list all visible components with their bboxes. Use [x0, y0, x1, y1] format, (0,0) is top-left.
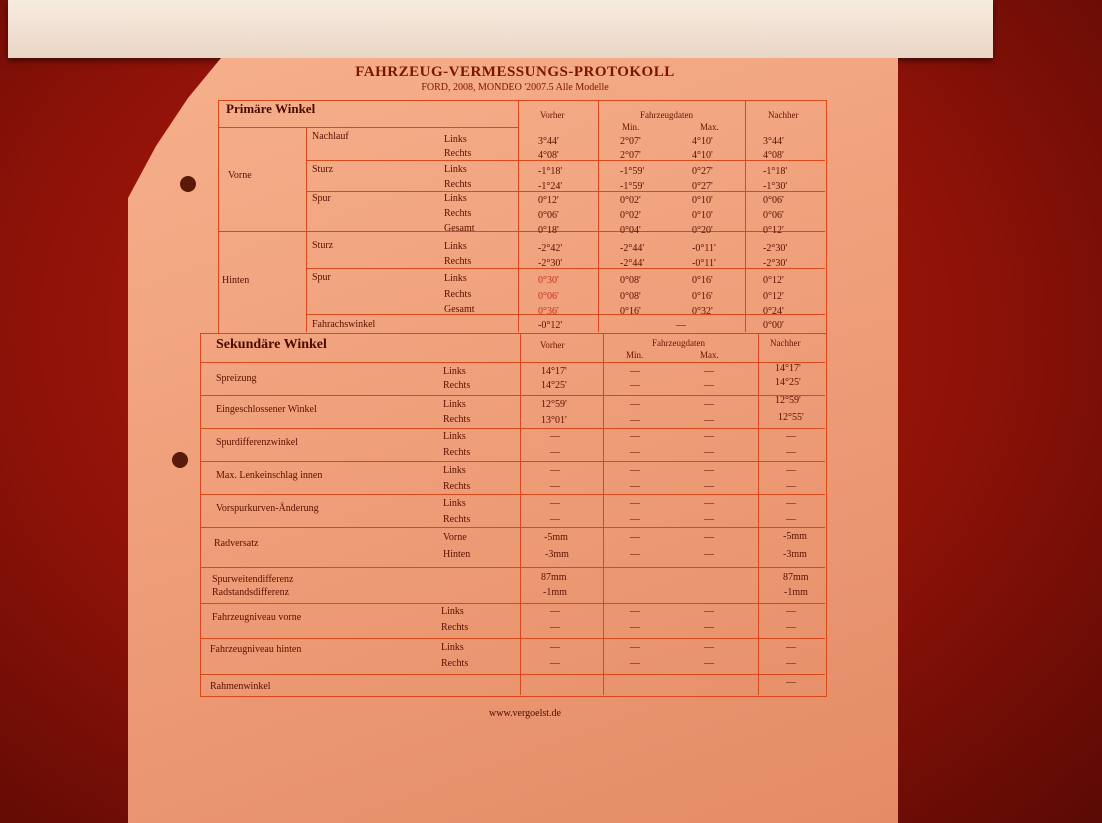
value-cell: 0°12' [763, 291, 784, 302]
value-cell: 87mm [783, 572, 809, 583]
value-cell: 0°10' [692, 195, 713, 206]
empty-dash: — [550, 447, 560, 458]
label-fahrachswinkel: Fahrachswinkel [312, 319, 376, 330]
value-cell: 0°16' [692, 291, 713, 302]
value-cell: -1°24' [538, 181, 563, 192]
col-fahrzeugdaten: Fahrzeugdaten [640, 110, 693, 120]
empty-dash: — [630, 415, 640, 426]
empty-dash: — [630, 380, 640, 391]
empty-dash: — [550, 514, 560, 525]
value-cell: -2°44' [620, 258, 645, 269]
col-nachher: Nachher [770, 338, 801, 348]
empty-dash: — [550, 465, 560, 476]
col-min: Min. [626, 350, 644, 360]
primary-table [218, 100, 827, 334]
label-sturz-hinten: Sturz [312, 240, 334, 251]
value-cell: 0°12' [763, 225, 784, 236]
value-cell: 0°16' [692, 275, 713, 286]
empty-dash: — [630, 447, 640, 458]
label-nachlauf: Nachlauf [312, 131, 349, 142]
side-label: Rechts [443, 481, 471, 492]
side-label: Links [444, 241, 467, 252]
empty-dash: — [550, 622, 560, 633]
side-label: Vorne [443, 532, 467, 543]
value-cell: 0°24' [763, 306, 784, 317]
side-label: Hinten [443, 549, 471, 560]
side-label: Links [441, 642, 464, 653]
empty-dash: — [630, 465, 640, 476]
value-cell: -1°59' [620, 181, 645, 192]
value-cell: 0°27' [692, 166, 713, 177]
value-cell: -2°42' [538, 243, 563, 254]
side-label: Rechts [441, 622, 469, 633]
empty-dash: — [704, 366, 714, 377]
empty-dash: — [550, 658, 560, 669]
value-cell: -5mm [783, 531, 807, 542]
empty-dash: — [630, 366, 640, 377]
side-label: Links [444, 273, 467, 284]
value-cell: -1°30' [763, 181, 788, 192]
value-cell: 0°08' [620, 275, 641, 286]
empty-dash: — [630, 549, 640, 560]
empty-dash: — [630, 431, 640, 442]
side-label: Links [444, 193, 467, 204]
value-cell: -0°12' [538, 320, 563, 331]
empty-dash: — [786, 642, 796, 653]
empty-dash: — [704, 498, 714, 509]
side-label: Links [444, 164, 467, 175]
value-cell: 4°10' [692, 150, 713, 161]
side-label: Rechts [443, 514, 471, 525]
col-vorher: Vorher [540, 110, 565, 120]
side-label: Links [441, 606, 464, 617]
empty-dash: — [630, 514, 640, 525]
value-cell: 4°10' [692, 136, 713, 147]
empty-dash: — [704, 431, 714, 442]
value-cell: -1°18' [538, 166, 563, 177]
col-fahrzeugdaten: Fahrzeugdaten [652, 338, 705, 348]
value-cell: 4°08' [763, 150, 784, 161]
value-cell: 0°00' [763, 320, 784, 331]
value-cell: -2°44' [620, 243, 645, 254]
label-niveau-hinten: Fahrzeugniveau hinten [210, 644, 302, 655]
value-cell: 0°10' [692, 210, 713, 221]
side-label: Rechts [444, 256, 472, 267]
label-radstand: Radstandsdifferenz [212, 587, 290, 598]
value-cell: 0°08' [620, 291, 641, 302]
label-radversatz: Radversatz [214, 538, 259, 549]
value-cell: 0°27' [692, 181, 713, 192]
empty-dash: — [786, 498, 796, 509]
value-cell: -2°30' [763, 243, 788, 254]
value-cell: 0°36' [538, 306, 559, 317]
empty-dash: — [704, 514, 714, 525]
side-label: Rechts [444, 208, 472, 219]
value-cell: 4°08' [538, 150, 559, 161]
group-hinten: Hinten [222, 275, 250, 286]
label-sturz: Sturz [312, 164, 334, 175]
empty-dash: — [550, 642, 560, 653]
value-cell: -3mm [783, 549, 807, 560]
punch-hole [180, 176, 196, 192]
secondary-table [200, 333, 827, 697]
side-label: Links [443, 465, 466, 476]
empty-dash: — [704, 415, 714, 426]
empty-dash: — [704, 465, 714, 476]
value-cell: 14°25' [775, 377, 801, 388]
empty-dash: — [704, 606, 714, 617]
empty-dash: — [786, 465, 796, 476]
page-title: FAHRZEUG-VERMESSUNGS-PROTOKOLL [355, 64, 675, 80]
value-cell: 0°06' [538, 210, 559, 221]
section-primary: Primäre Winkel [226, 101, 316, 116]
value-cell: -1mm [543, 587, 567, 598]
empty-dash: — [786, 447, 796, 458]
empty-dash: — [786, 481, 796, 492]
empty-dash: — [704, 447, 714, 458]
empty-dash: — [630, 399, 640, 410]
value-cell: 2°07' [620, 150, 641, 161]
value-cell: 12°59' [541, 399, 567, 410]
side-label: Rechts [444, 179, 472, 190]
side-label: Links [443, 366, 466, 377]
value-cell: -0°11' [692, 258, 716, 269]
page-subtitle: FORD, 2008, MONDEO '2007.5 Alle Modelle [421, 82, 609, 93]
value-cell: 0°20' [692, 225, 713, 236]
value-cell: -1°18' [763, 166, 788, 177]
value-cell: 3°44' [763, 136, 784, 147]
col-min: Min. [622, 122, 640, 132]
value-cell: 14°17' [541, 366, 567, 377]
value-cell: -0°11' [692, 243, 716, 254]
value-cell: 0°04' [620, 225, 641, 236]
label-spur-hinten: Spur [312, 272, 331, 283]
side-label: Rechts [443, 447, 471, 458]
empty-dash: — [704, 481, 714, 492]
empty-dash: — [704, 399, 714, 410]
empty-dash: — [704, 642, 714, 653]
value-cell: 0°18' [538, 225, 559, 236]
side-label: Links [443, 431, 466, 442]
value-cell: 87mm [541, 572, 567, 583]
label-spurweite: Spurweitendifferenz [212, 574, 294, 585]
side-label: Links [443, 399, 466, 410]
empty-dash: — [630, 481, 640, 492]
col-max: Max. [700, 122, 719, 132]
value-cell: 0°30' [538, 275, 559, 286]
value-cell: -5mm [544, 532, 568, 543]
side-label: Rechts [443, 414, 471, 425]
side-label: Links [444, 134, 467, 145]
value-cell: 0°16' [620, 306, 641, 317]
empty-dash: — [550, 498, 560, 509]
punch-hole [172, 452, 188, 468]
value-cell: -3mm [545, 549, 569, 560]
side-label: Rechts [441, 658, 469, 669]
label-rahmenwinkel: Rahmenwinkel [210, 681, 271, 692]
empty-dash: — [786, 431, 796, 442]
label-eingeschlossener: Eingeschlossener Winkel [216, 404, 317, 415]
side-label: Rechts [444, 289, 472, 300]
label-spurdiff: Spurdifferenzwinkel [216, 437, 299, 448]
value-cell: 14°17' [775, 363, 801, 374]
side-label: Rechts [443, 380, 471, 391]
value-cell: 13°01' [541, 415, 567, 426]
label-spreizung: Spreizung [216, 373, 257, 384]
empty-dash: — [630, 532, 640, 543]
empty-dash: — [786, 606, 796, 617]
value-cell: 0°12' [763, 275, 784, 286]
value-cell: -2°30' [538, 258, 563, 269]
value-cell: -1mm [784, 587, 808, 598]
empty-dash: — [704, 380, 714, 391]
group-vorne: Vorne [228, 170, 252, 181]
col-max: Max. [700, 350, 719, 360]
empty-dash: — [630, 622, 640, 633]
value-cell: 0°06' [763, 210, 784, 221]
value-cell: -2°30' [763, 258, 788, 269]
value-cell: — [676, 320, 686, 331]
value-cell: 0°06' [763, 195, 784, 206]
empty-dash: — [550, 606, 560, 617]
label-niveau-vorne: Fahrzeugniveau vorne [212, 612, 302, 623]
label-vorspur: Vorspurkurven-Änderung [216, 503, 319, 514]
empty-dash: — [704, 622, 714, 633]
empty-dash: — [550, 431, 560, 442]
empty-dash: — [630, 658, 640, 669]
label-lenkeinschlag: Max. Lenkeinschlag innen [216, 470, 323, 481]
footer-url: www.vergoelst.de [489, 708, 561, 719]
side-label: Links [443, 498, 466, 509]
empty-dash: — [704, 658, 714, 669]
empty-dash: — [630, 606, 640, 617]
empty-dash: — [786, 658, 796, 669]
section-secondary: Sekundäre Winkel [216, 337, 327, 352]
empty-dash: — [786, 677, 796, 688]
value-cell: 14°25' [541, 380, 567, 391]
value-cell: 2°07' [620, 136, 641, 147]
empty-dash: — [786, 622, 796, 633]
value-cell: -1°59' [620, 166, 645, 177]
col-vorher: Vorher [540, 340, 565, 350]
empty-dash: — [630, 498, 640, 509]
value-cell: 12°59' [775, 395, 801, 406]
side-label: Gesamt [444, 223, 475, 234]
background-paper [8, 0, 993, 58]
value-cell: 0°02' [620, 210, 641, 221]
empty-dash: — [704, 532, 714, 543]
side-label: Rechts [444, 148, 472, 159]
value-cell: 0°32' [692, 306, 713, 317]
value-cell: 0°12' [538, 195, 559, 206]
col-nachher: Nachher [768, 110, 799, 120]
value-cell: 0°02' [620, 195, 641, 206]
empty-dash: — [786, 514, 796, 525]
empty-dash: — [704, 549, 714, 560]
side-label: Gesamt [444, 304, 475, 315]
empty-dash: — [550, 481, 560, 492]
value-cell: 12°55' [778, 412, 804, 423]
value-cell: 0°06' [538, 291, 559, 302]
empty-dash: — [630, 642, 640, 653]
value-cell: 3°44' [538, 136, 559, 147]
label-spur: Spur [312, 193, 331, 204]
